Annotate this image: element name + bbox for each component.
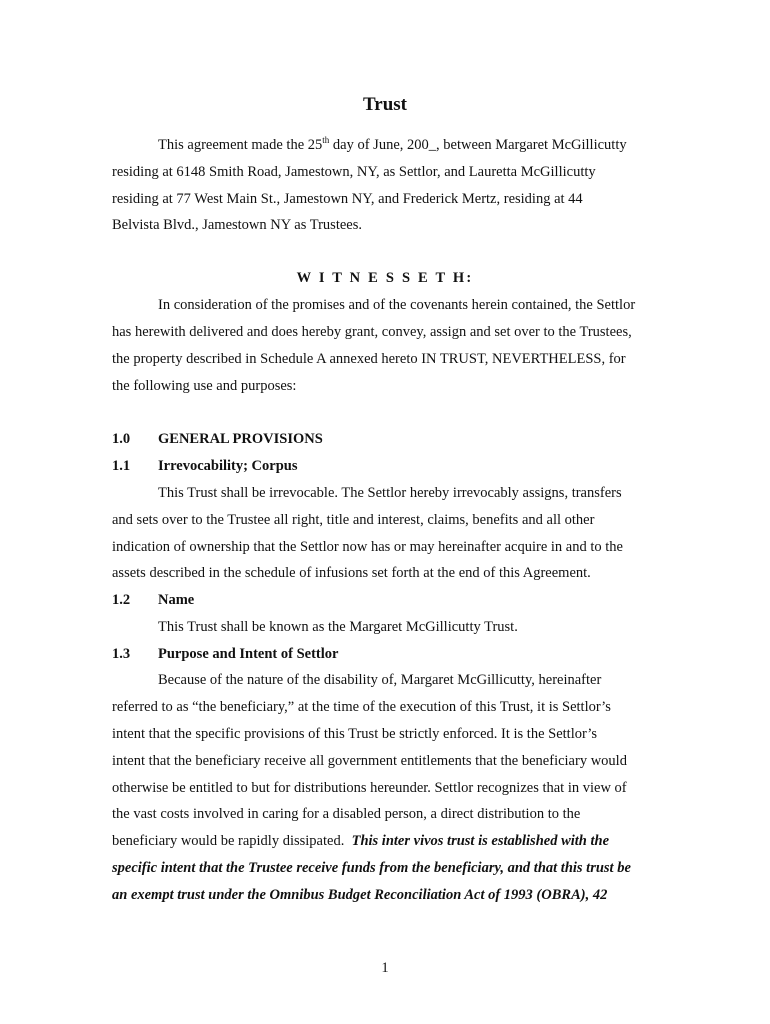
section-1-3-line-6: the vast costs involved in caring for a disabled person, a direct distribution to the [112,806,581,822]
intro-line-1 [158,136,627,154]
section-1-3-line-9: an exempt trust under the Omnibus Budget Reconciliation Act of 1993 (OBRA), 42 [112,887,608,903]
page-number: 1 [381,960,389,976]
intro-line-1-start: This agreement made the 25 [158,137,323,153]
consideration-line-3: the property described in Schedule A annexed hereto IN TRUST, NEVERTHELESS, for [112,351,626,367]
consideration-line-2: has herewith delivered and does hereby grant, convey, assign and set over to the Trustees, [112,324,632,340]
section-1-3-line-5: otherwise be entitled to but for distributions hereunder. Settlor recognizes that in view of [112,780,627,796]
section-1-1-title: Irrevocability; Corpus [158,458,298,474]
witnesseth-heading: W I T N E S S E T H: [296,270,474,286]
section-1-0-title: GENERAL PROVISIONS [158,431,323,447]
section-1-1-line-3: indication of ownership that the Settlor now has or may hereinafter acquire in and to the [112,539,623,555]
section-1-3-line-2: referred to as “the beneficiary,” at the time of the execution of this Trust, it is Settlor’s [112,699,611,715]
section-1-3-line-7-plain: beneficiary would be rapidly dissipated. [112,833,352,849]
section-1-3-number: 1.3 [112,646,131,662]
section-1-1-line-2: and sets over to the Trustee all right, title and interest, claims, benefits and all other [112,512,595,528]
section-1-3-line-7-emphasis: This inter vivos trust is established with the [351,833,610,849]
section-1-2-number: 1.2 [112,592,131,608]
ordinal-suffix: th [322,135,330,146]
section-1-0-number: 1.0 [112,431,131,447]
section-1-3-line-4: intent that the beneficiary receive all government entitlements that the beneficiary would [112,753,627,769]
section-1-2-title: Name [158,592,195,608]
section-1-3-line-3: intent that the specific provisions of this Trust be strictly enforced. It is the Settlor’s [112,726,598,742]
intro-line-4: Belvista Blvd., Jamestown NY as Trustees. [112,217,362,233]
consideration-line-4: the following use and purposes: [112,378,297,394]
consideration-line-1: In consideration of the promises and of the covenants herein contained, the Settlor [158,297,636,313]
intro-line-3: residing at 77 West Main St., Jamestown NY, and Frederick Mertz, residing at 44 [112,191,583,207]
section-1-1-line-1: This Trust shall be irrevocable. The Settlor hereby irrevocably assigns, transfers [158,485,622,501]
section-1-1-line-4: assets described in the schedule of infusions set forth at the end of this Agreement. [112,565,591,581]
section-1-3-line-7 [112,832,609,850]
section-1-3-title: Purpose and Intent of Settlor [158,646,339,662]
section-1-2-line-1: This Trust shall be known as the Margaret McGillicutty Trust. [158,619,518,635]
intro-line-2: residing at 6148 Smith Road, Jamestown, NY, as Settlor, and Lauretta McGillicutty [112,164,596,180]
section-1-3-line-8: specific intent that the Trustee receive funds from the beneficiary, and that this trust be [112,860,631,876]
section-1-1-number: 1.1 [112,458,131,474]
intro-line-1-end: day of June, 200_, between Margaret McGillicutty [329,137,627,153]
section-1-3-line-1: Because of the nature of the disability of, Margaret McGillicutty, hereinafter [158,672,602,688]
document-title: Trust [363,94,407,115]
